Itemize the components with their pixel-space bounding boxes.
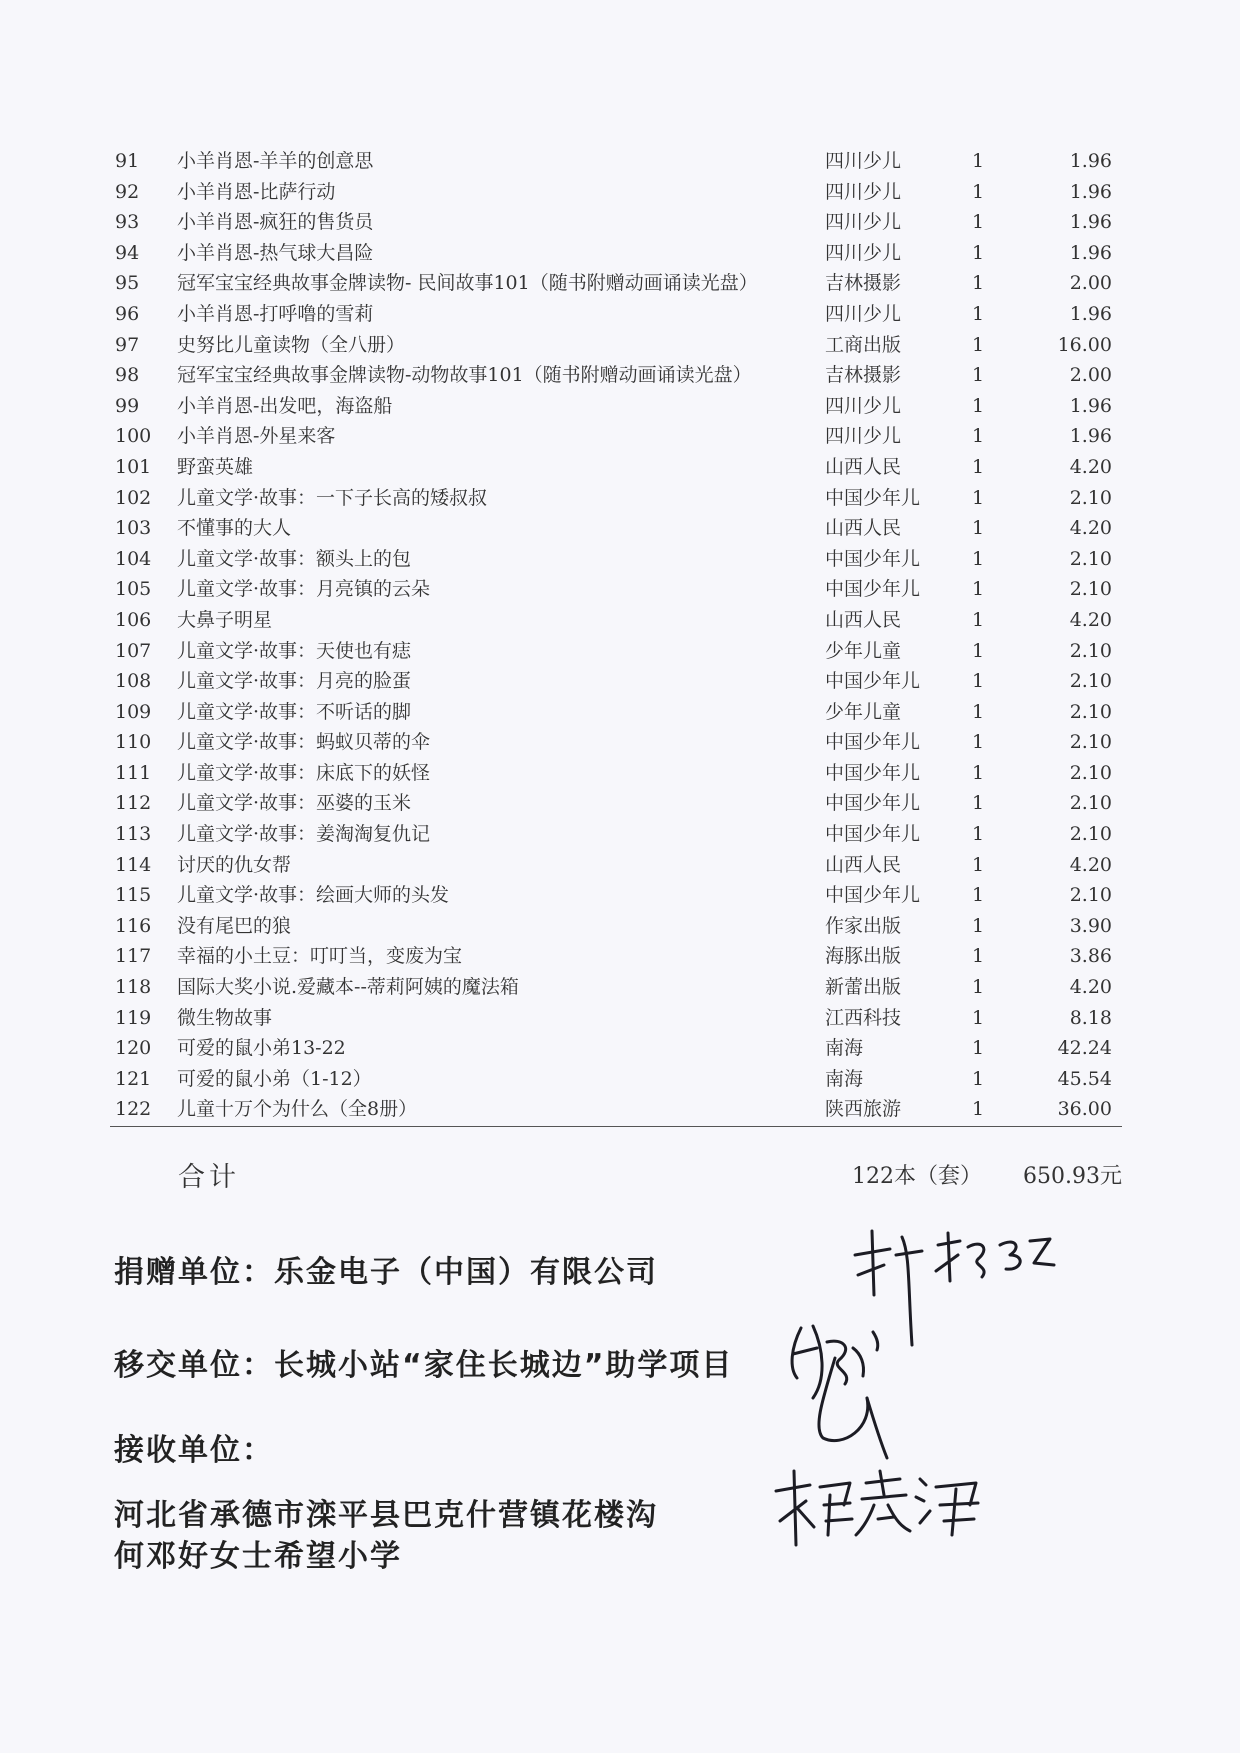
book-price: 4.20 (1069, 517, 1112, 540)
table-row (110, 452, 1122, 483)
book-title: 可爱的鼠小弟13-22 (177, 1037, 346, 1060)
book-number: 105 (115, 578, 152, 601)
table-row (110, 697, 1122, 728)
book-title: 儿童十万个为什么（全8册） (177, 1098, 418, 1121)
book-price: 1.96 (1069, 211, 1112, 234)
book-publisher: 吉林摄影 (825, 272, 902, 295)
book-title: 小羊肖恩-羊羊的创意思 (177, 150, 374, 172)
book-title: 冠军宝宝经典故事金牌读物- 民间故事101（随书附赠动画诵读光盘） (177, 272, 758, 295)
book-title: 儿童文学·故事：床底下的妖怪 (177, 761, 431, 784)
book-number: 107 (115, 639, 152, 662)
book-number: 96 (115, 302, 140, 325)
book-price: 1.96 (1069, 241, 1112, 264)
book-quantity: 1 (972, 914, 985, 937)
book-publisher: 山西人民 (825, 608, 902, 631)
book-quantity: 1 (972, 945, 985, 968)
book-quantity: 1 (972, 976, 985, 999)
book-quantity: 1 (972, 578, 985, 601)
receiver-address: 河北省承德市滦平县巴克什营镇花楼沟 (114, 1498, 658, 1533)
book-publisher: 四川少儿 (825, 180, 902, 203)
book-title: 讨厌的仇女帮 (177, 853, 292, 876)
book-number: 113 (115, 823, 152, 846)
table-row (110, 1094, 1122, 1125)
book-title: 可爱的鼠小弟（1-12） (177, 1067, 372, 1090)
transfer-line: 移交单位：长城小站“家住长城边”助学项目 (114, 1348, 734, 1383)
table-row (110, 146, 1122, 177)
book-publisher: 南海 (825, 1067, 864, 1090)
book-price: 2.10 (1069, 486, 1112, 509)
table-row (110, 850, 1122, 881)
book-quantity: 1 (972, 547, 985, 570)
book-publisher: 江西科技 (825, 1006, 902, 1029)
book-publisher: 中国少年儿 (825, 884, 921, 907)
table-row (110, 788, 1122, 819)
book-quantity: 1 (972, 333, 985, 356)
table-row (110, 483, 1122, 514)
book-publisher: 四川少儿 (825, 211, 902, 234)
book-title: 野蛮英雄 (177, 455, 254, 478)
book-title: 儿童文学·故事：额头上的包 (177, 547, 412, 570)
book-title: 幸福的小土豆：叮叮当，变废为宝 (177, 945, 463, 968)
table-row (110, 268, 1122, 299)
book-title: 儿童文学·故事：不听话的脚 (177, 700, 412, 723)
transfer-signature (783, 1318, 903, 1468)
book-quantity: 1 (972, 639, 985, 662)
table-row (110, 1064, 1122, 1095)
book-price: 42.24 (1057, 1037, 1112, 1060)
book-price: 3.86 (1069, 945, 1112, 968)
table-row (110, 758, 1122, 789)
book-publisher: 中国少年儿 (825, 547, 921, 570)
table-row (110, 177, 1122, 208)
book-publisher: 山西人民 (825, 853, 902, 876)
table-row (110, 1003, 1122, 1034)
book-quantity: 1 (972, 1006, 985, 1029)
book-number: 97 (115, 333, 140, 356)
book-title: 儿童文学·故事：蚂蚁贝蒂的伞 (177, 731, 431, 754)
book-number: 93 (115, 211, 140, 234)
book-title: 小羊肖恩-出发吧，海盗船 (177, 394, 393, 417)
table-row (110, 972, 1122, 1003)
table-row (110, 941, 1122, 972)
book-title: 儿童文学·故事：月亮镇的云朵 (177, 578, 431, 601)
book-price: 3.90 (1069, 914, 1112, 937)
book-number: 106 (115, 608, 152, 631)
table-row (110, 605, 1122, 636)
book-title: 儿童文学·故事：绘画大师的头发 (177, 884, 450, 907)
book-list-table (110, 146, 1122, 1125)
book-number: 114 (115, 853, 152, 876)
book-publisher: 中国少年儿 (825, 761, 921, 784)
book-number: 115 (115, 884, 152, 907)
book-title: 冠军宝宝经典故事金牌读物-动物故事101（随书附赠动画诵读光盘） (177, 364, 752, 387)
book-title: 小羊肖恩-热气球大昌险 (177, 241, 374, 264)
book-title: 儿童文学·故事：一下子长高的矮叔叔 (177, 486, 488, 509)
book-quantity: 1 (972, 670, 985, 693)
book-quantity: 1 (972, 884, 985, 907)
book-price: 8.18 (1069, 1006, 1112, 1029)
book-publisher: 吉林摄影 (825, 364, 902, 387)
book-number: 108 (115, 670, 152, 693)
book-title: 不懂事的大人 (177, 517, 292, 540)
book-quantity: 1 (972, 425, 985, 448)
book-price: 36.00 (1057, 1098, 1112, 1121)
book-price: 1.96 (1069, 150, 1112, 172)
book-title: 国际大奖小说.爱藏本--蒂莉阿姨的魔法箱 (177, 976, 519, 999)
book-publisher: 海豚出版 (825, 945, 902, 968)
table-row (110, 880, 1122, 911)
book-price: 16.00 (1057, 333, 1112, 356)
book-quantity: 1 (972, 394, 985, 417)
book-publisher: 四川少儿 (825, 241, 902, 264)
book-title: 儿童文学·故事：月亮的脸蛋 (177, 670, 412, 693)
book-number: 94 (115, 241, 140, 264)
book-title: 大鼻子明星 (177, 608, 273, 631)
book-quantity: 1 (972, 792, 985, 815)
book-price: 2.10 (1069, 639, 1112, 662)
book-number: 119 (115, 1006, 152, 1029)
table-bottom-rule (110, 1126, 1122, 1127)
book-title: 没有尾巴的狼 (177, 914, 292, 937)
total-count: 122本（套） (852, 1164, 982, 1189)
book-number: 95 (115, 272, 140, 295)
book-publisher: 四川少儿 (825, 394, 902, 417)
book-publisher: 中国少年儿 (825, 486, 921, 509)
book-number: 102 (115, 486, 152, 509)
book-price: 4.20 (1069, 608, 1112, 631)
book-number: 116 (115, 914, 152, 937)
book-number: 103 (115, 517, 152, 540)
table-row (110, 330, 1122, 361)
book-number: 121 (115, 1067, 152, 1090)
book-number: 118 (115, 976, 152, 999)
book-quantity: 1 (972, 241, 985, 264)
book-number: 111 (115, 761, 152, 784)
book-price: 2.10 (1069, 823, 1112, 846)
book-quantity: 1 (972, 486, 985, 509)
book-quantity: 1 (972, 853, 985, 876)
table-row (110, 391, 1122, 422)
book-price: 2.10 (1069, 578, 1112, 601)
book-price: 1.96 (1069, 302, 1112, 325)
book-publisher: 陕西旅游 (825, 1098, 902, 1121)
book-price: 2.10 (1069, 761, 1112, 784)
book-publisher: 少年儿童 (825, 700, 902, 723)
book-number: 100 (115, 425, 152, 448)
book-price: 2.00 (1069, 272, 1112, 295)
book-price: 45.54 (1057, 1067, 1112, 1090)
book-number: 101 (115, 455, 152, 478)
book-publisher: 中国少年儿 (825, 731, 921, 754)
book-publisher: 四川少儿 (825, 150, 902, 172)
book-publisher: 中国少年儿 (825, 670, 921, 693)
book-title: 儿童文学·故事：巫婆的玉米 (177, 792, 412, 815)
book-quantity: 1 (972, 180, 985, 203)
total-label: 合计 (178, 1162, 240, 1193)
table-row (110, 360, 1122, 391)
book-publisher: 新蕾出版 (825, 976, 902, 999)
book-quantity: 1 (972, 1098, 985, 1121)
book-title: 小羊肖恩-疯狂的售货员 (177, 211, 374, 234)
table-row (110, 1033, 1122, 1064)
book-title: 史努比儿童读物（全八册） (177, 333, 406, 356)
receiver-signature (770, 1465, 990, 1555)
book-publisher: 四川少儿 (825, 302, 902, 325)
book-quantity: 1 (972, 700, 985, 723)
book-price: 2.10 (1069, 731, 1112, 754)
book-quantity: 1 (972, 517, 985, 540)
book-title: 小羊肖恩-比萨行动 (177, 180, 336, 203)
book-price: 2.00 (1069, 364, 1112, 387)
book-quantity: 1 (972, 150, 985, 172)
book-price: 1.96 (1069, 180, 1112, 203)
book-price: 1.96 (1069, 394, 1112, 417)
book-title: 儿童文学·故事：姜淘淘复仇记 (177, 823, 431, 846)
table-row (110, 819, 1122, 850)
book-quantity: 1 (972, 272, 985, 295)
book-number: 109 (115, 700, 152, 723)
table-row (110, 544, 1122, 575)
book-quantity: 1 (972, 211, 985, 234)
book-title: 小羊肖恩-打呼噜的雪莉 (177, 302, 374, 325)
book-publisher: 四川少儿 (825, 425, 902, 448)
book-publisher: 作家出版 (825, 914, 902, 937)
book-number: 98 (115, 364, 140, 387)
book-price: 4.20 (1069, 853, 1112, 876)
book-title: 微生物故事 (177, 1006, 273, 1029)
book-number: 92 (115, 180, 140, 203)
book-title: 儿童文学·故事：天使也有痣 (177, 639, 412, 662)
book-quantity: 1 (972, 364, 985, 387)
receiver-school: 何邓好女士希望小学 (114, 1539, 402, 1574)
table-row (110, 299, 1122, 330)
book-number: 110 (115, 731, 152, 754)
table-row (110, 727, 1122, 758)
table-row (110, 207, 1122, 238)
book-number: 117 (115, 945, 152, 968)
book-number: 99 (115, 394, 140, 417)
book-publisher: 山西人民 (825, 455, 902, 478)
book-number: 120 (115, 1037, 152, 1060)
book-publisher: 中国少年儿 (825, 823, 921, 846)
book-price: 2.10 (1069, 884, 1112, 907)
book-number: 112 (115, 792, 152, 815)
book-quantity: 1 (972, 608, 985, 631)
receiver-label: 接收单位： (114, 1433, 274, 1468)
donor-line: 捐赠单位：乐金电子（中国）有限公司 (114, 1255, 658, 1290)
book-publisher: 中国少年儿 (825, 792, 921, 815)
book-quantity: 1 (972, 1037, 985, 1060)
book-price: 4.20 (1069, 455, 1112, 478)
book-price: 2.10 (1069, 670, 1112, 693)
book-price: 1.96 (1069, 425, 1112, 448)
book-publisher: 工商出版 (825, 333, 902, 356)
book-publisher: 中国少年儿 (825, 578, 921, 601)
table-row (110, 666, 1122, 697)
total-amount: 650.93元 (1023, 1164, 1122, 1189)
book-quantity: 1 (972, 731, 985, 754)
table-row (110, 911, 1122, 942)
book-quantity: 1 (972, 761, 985, 784)
table-row (110, 636, 1122, 667)
book-title: 小羊肖恩-外星来客 (177, 425, 336, 448)
table-row (110, 513, 1122, 544)
table-row (110, 421, 1122, 452)
book-price: 2.10 (1069, 547, 1112, 570)
table-row (110, 574, 1122, 605)
book-publisher: 南海 (825, 1037, 864, 1060)
book-publisher: 山西人民 (825, 517, 902, 540)
book-quantity: 1 (972, 823, 985, 846)
table-row (110, 238, 1122, 269)
book-quantity: 1 (972, 302, 985, 325)
book-quantity: 1 (972, 455, 985, 478)
book-price: 2.10 (1069, 700, 1112, 723)
book-price: 4.20 (1069, 976, 1112, 999)
book-number: 122 (115, 1098, 152, 1121)
book-publisher: 少年儿童 (825, 639, 902, 662)
book-price: 2.10 (1069, 792, 1112, 815)
book-number: 104 (115, 547, 152, 570)
book-number: 91 (115, 150, 140, 172)
book-quantity: 1 (972, 1067, 985, 1090)
